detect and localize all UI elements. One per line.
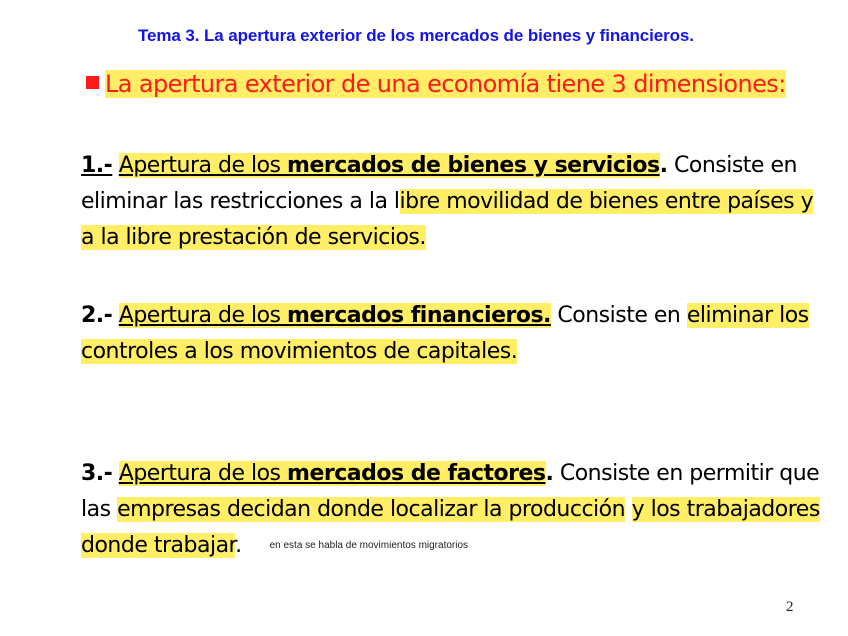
point-1-highlight: ibre movilidad de bienes entre países y a la libre prestación de servicios. <box>81 189 814 250</box>
slide-title: Tema 3. La apertura exterior de los mercados de bienes y financieros. <box>138 26 694 45</box>
point-3-number: 3.- <box>81 461 113 486</box>
point-3-note: en esta se habla de movimientos migratorios <box>269 540 469 551</box>
point-3-space <box>625 497 632 522</box>
point-3 <box>81 456 821 564</box>
point-1-period: . <box>659 153 668 178</box>
point-1-text: Consiste en eliminar las restricciones a la l <box>81 153 797 214</box>
point-1 <box>81 148 821 256</box>
point-3-bold: mercados de factores <box>287 461 546 486</box>
point-3-highlight-2: y los trabajadores donde trabajar <box>81 497 820 558</box>
point-1-bold: mercados de bienes y servicios <box>287 153 660 178</box>
bullet-heading-text: La apertura exterior de una economía tiene 3 dimensiones: <box>105 70 786 98</box>
point-2-number: 2.- <box>81 303 113 328</box>
page-number: 2 <box>786 599 794 615</box>
bullet-heading <box>86 70 786 98</box>
point-2-lead: Apertura de los mercados financieros. <box>118 303 551 328</box>
point-2-text: Consiste en <box>550 303 687 328</box>
point-3-period-end: . <box>235 533 242 558</box>
point-1-lead: Apertura de los mercados de bienes y servicios <box>118 153 660 178</box>
square-bullet-icon <box>86 76 99 89</box>
point-3-highlight-1: empresas decidan donde localizar la producción <box>117 497 626 522</box>
point-2 <box>81 298 821 370</box>
point-1-number: 1.- <box>81 153 113 178</box>
point-3-text: Consiste en permitir que las <box>81 461 820 522</box>
point-2-bold: mercados financieros. <box>287 303 551 328</box>
point-3-period: . <box>545 461 554 486</box>
point-3-lead: Apertura de los mercados de factores <box>118 461 546 486</box>
point-2-highlight: eliminar los controles a los movimientos de capitales. <box>81 303 809 364</box>
